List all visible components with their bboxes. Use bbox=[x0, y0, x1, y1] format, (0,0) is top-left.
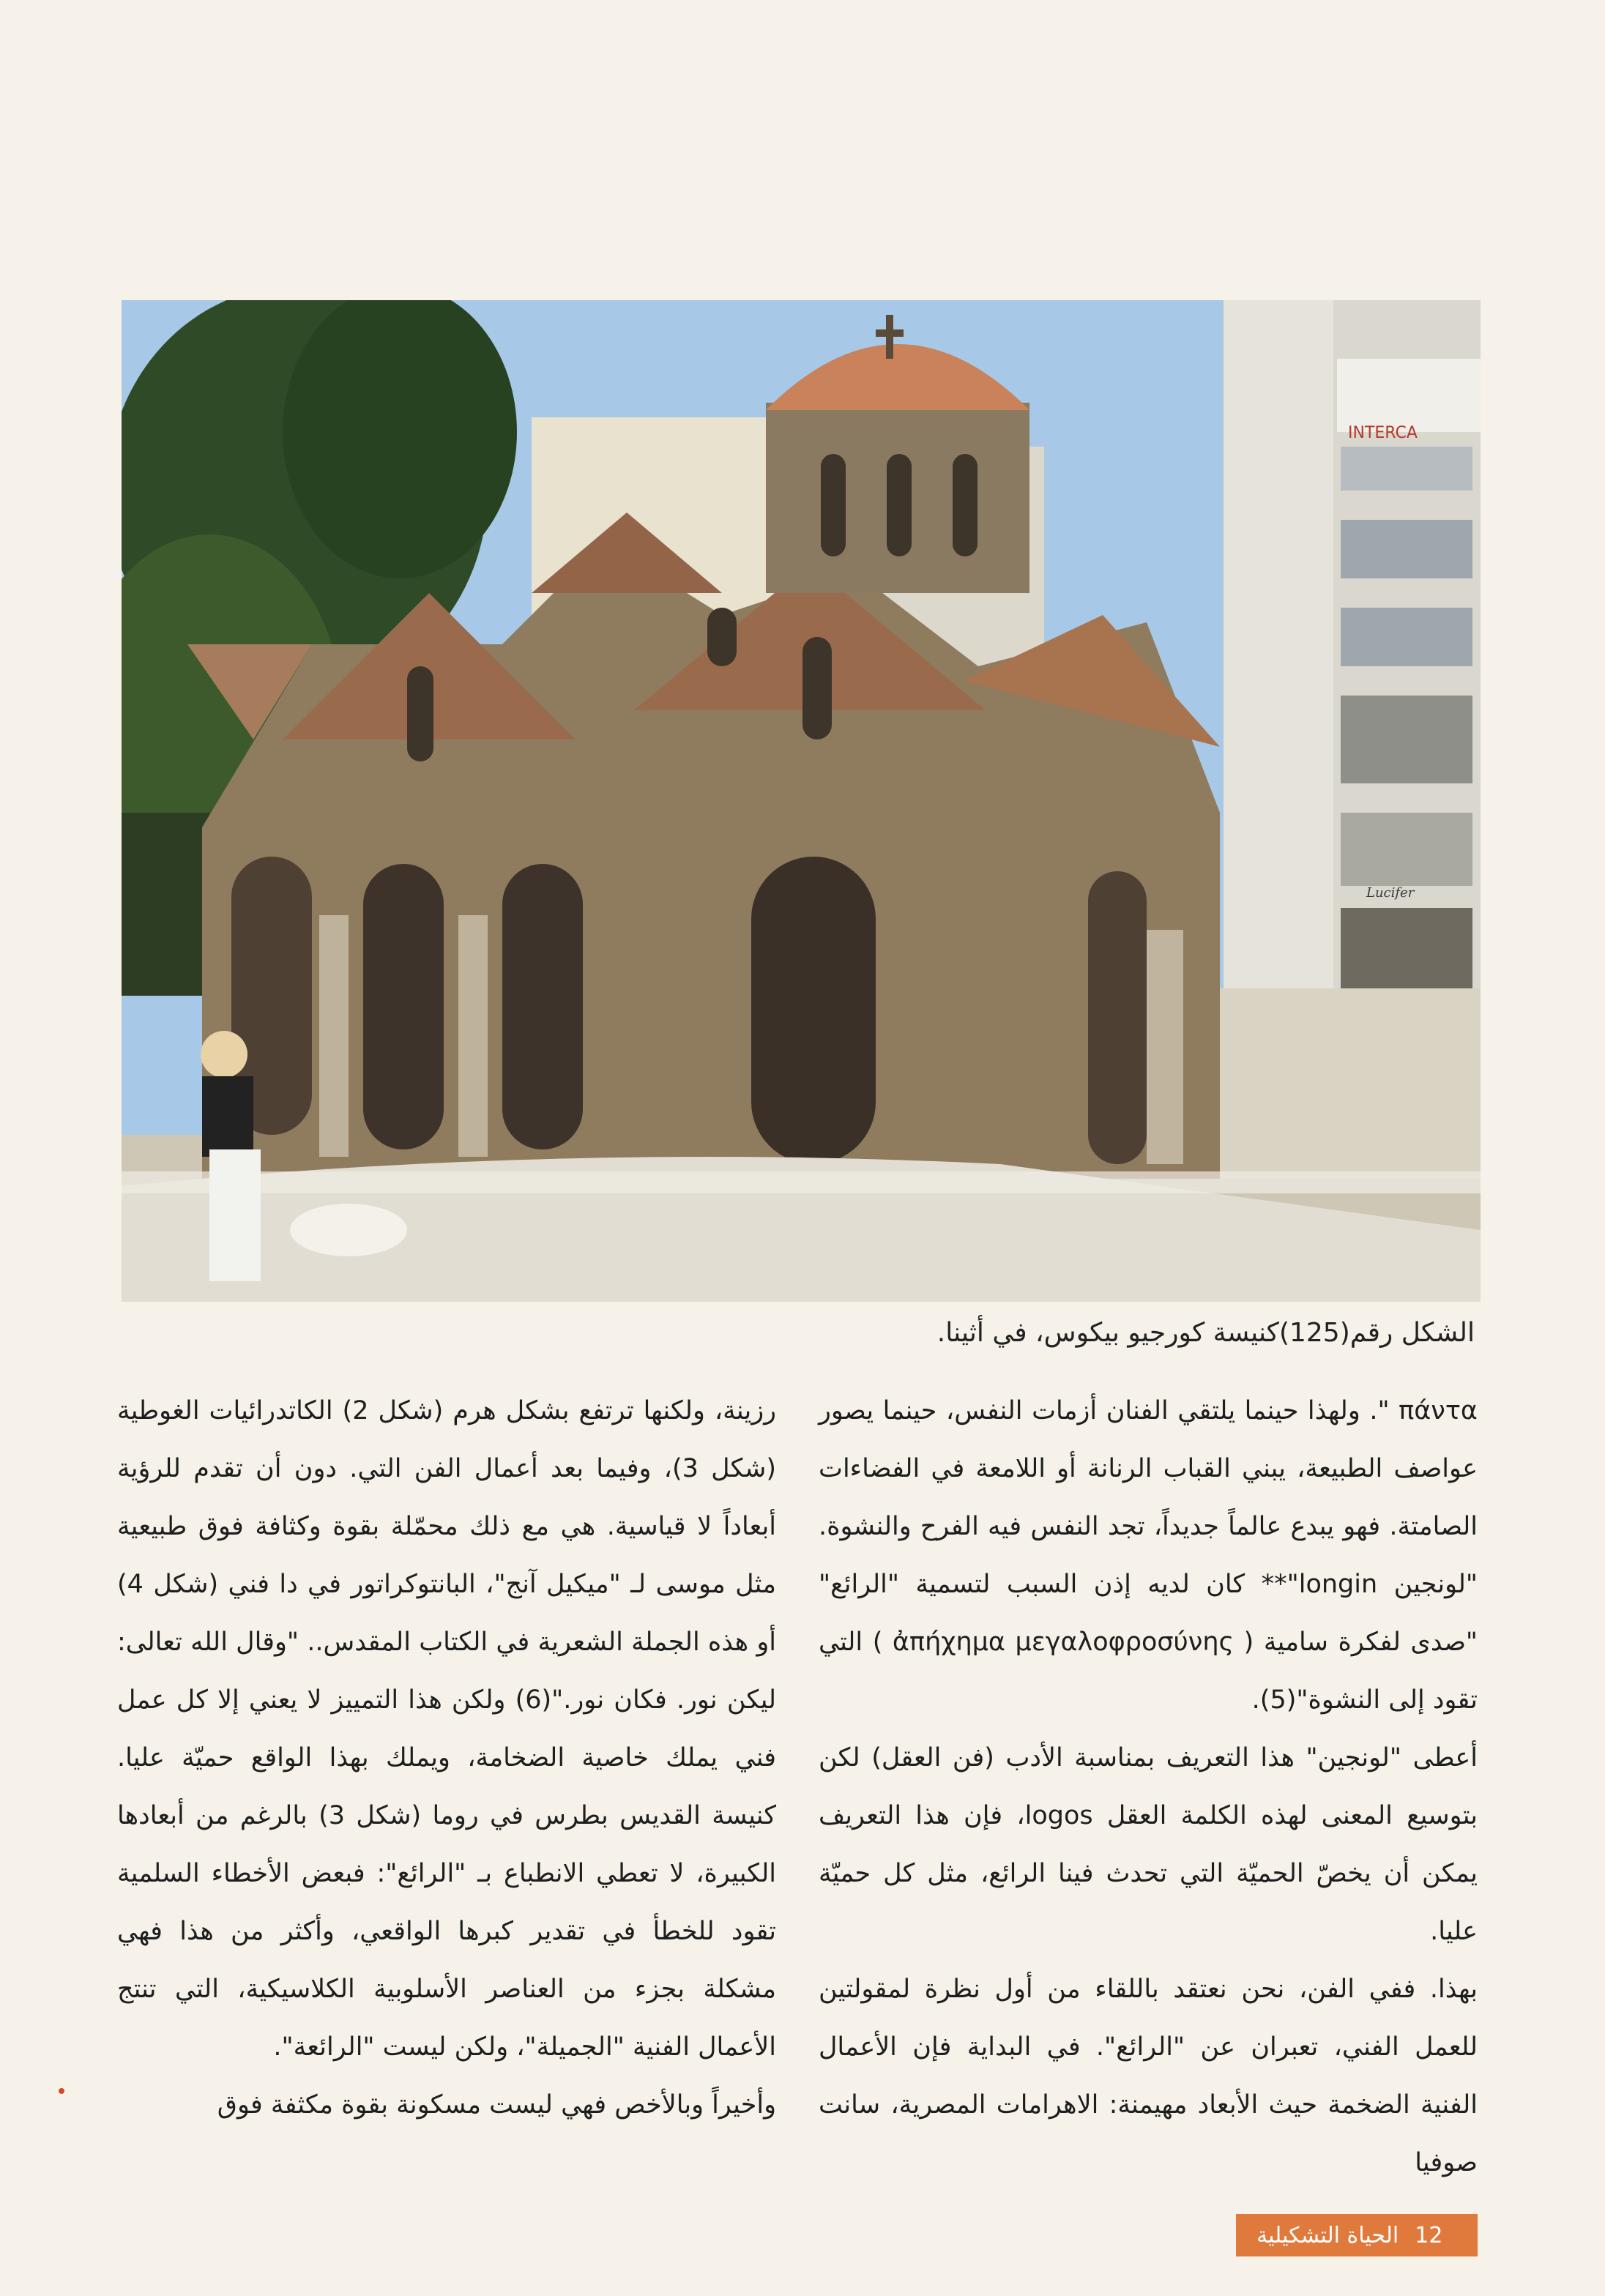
text-column-right bbox=[819, 1382, 1478, 2192]
paragraph: بهذا. ففي الفن، نحن نعتقد باللقاء من أول نظرة لمقولتين للعمل الفني، تعبران عن "الرائع". في البداية فإن الأعمال الفنية الضخمة حيث الأبعاد مهيمنة: الاهرامات المصرية، سانت صوفيا bbox=[819, 1975, 1478, 2177]
paragraph: أعطى "لونجين" هذا التعريف بمناسبة الأدب (فن العقل) لكن بتوسيع المعنى لهذه الكلمة العقل logos، فإن هذا التعريف يمكن أن يخصّ الحميّة التي تحدث فينا الرائع، مثل كل حميّة عليا. bbox=[819, 1743, 1478, 1946]
page-footer bbox=[1236, 2214, 1478, 2256]
paragraph: وأخيراً وبالأخص فهي ليست مسكونة بقوة مكثفة فوق bbox=[217, 2090, 776, 2120]
text-column-left bbox=[117, 1382, 776, 2134]
church-photo-illustration bbox=[122, 300, 1481, 1302]
magazine-name: الحياة التشكيلية bbox=[1256, 2222, 1399, 2248]
paragraph: πάντα ". ولهذا حينما يلتقي الفنان أزمات النفس، حينما يصور عواصف الطبيعة، يبني القباب الرنانة أو اللامعة في الفضاءات الصامتة. فهو يبدع عالماً جديداً، تجد النفس فيه الفرح والنشوة. "لونجين longin"** كان لديه إذن السبب لتسمية "الرائع" "صدى لفكرة سامية ( ἀπήχημα μεγαλοφροσύνης ) التي تقود إلى النشوة"(5). bbox=[819, 1396, 1478, 1715]
intercasa-sign: INTERCA bbox=[1348, 424, 1418, 442]
print-mark bbox=[59, 2088, 64, 2094]
page-number: 12 bbox=[1415, 2222, 1443, 2248]
paragraph: رزينة، ولكنها ترتفع بشكل هرم (شكل 2) الكاتدرائيات الغوطية (شكل 3)، وفيما بعد أعمال الفن التي. دون أن تقدم للرؤية أبعاداً لا قياسية. هي مع ذلك محمّلة بقوة وكثافة فوق طبيعية مثل موسى لـ "ميكيل آنج"، البانتوكراتور في دا فني (شكل 4) أو هذه الجملة الشعرية في الكتاب المقدس.. "وقال الله تعالى: ليكن نور. فكان نور."(6) ولكن هذا التمييز لا يعني إلا كل عمل فني يملك خاصية الضخامة، ويملك بهذا الواقع حميّة عليا. كنيسة القديس بطرس في روما (شكل 3) بالرغم من أبعادها الكبيرة، لا تعطي الانطباع بـ "الرائع": فبعض الأخطاء السلمية تقود للخطأ في تقدير كبرها الواقعي، وأكثر من هذا فهي مشكلة بجزء من العناصر الأسلوبية الكلاسيكية، التي تنتج الأعمال الفنية "الجميلة"، ولكن ليست "الرائعة". bbox=[117, 1396, 777, 2062]
figure-caption: الشكل رقم(125)كنيسة كورجيو بيكوس، في أثينا. bbox=[936, 1318, 1475, 1348]
church-photo bbox=[122, 300, 1481, 1302]
shop-sign: Lucifer bbox=[1366, 885, 1415, 901]
